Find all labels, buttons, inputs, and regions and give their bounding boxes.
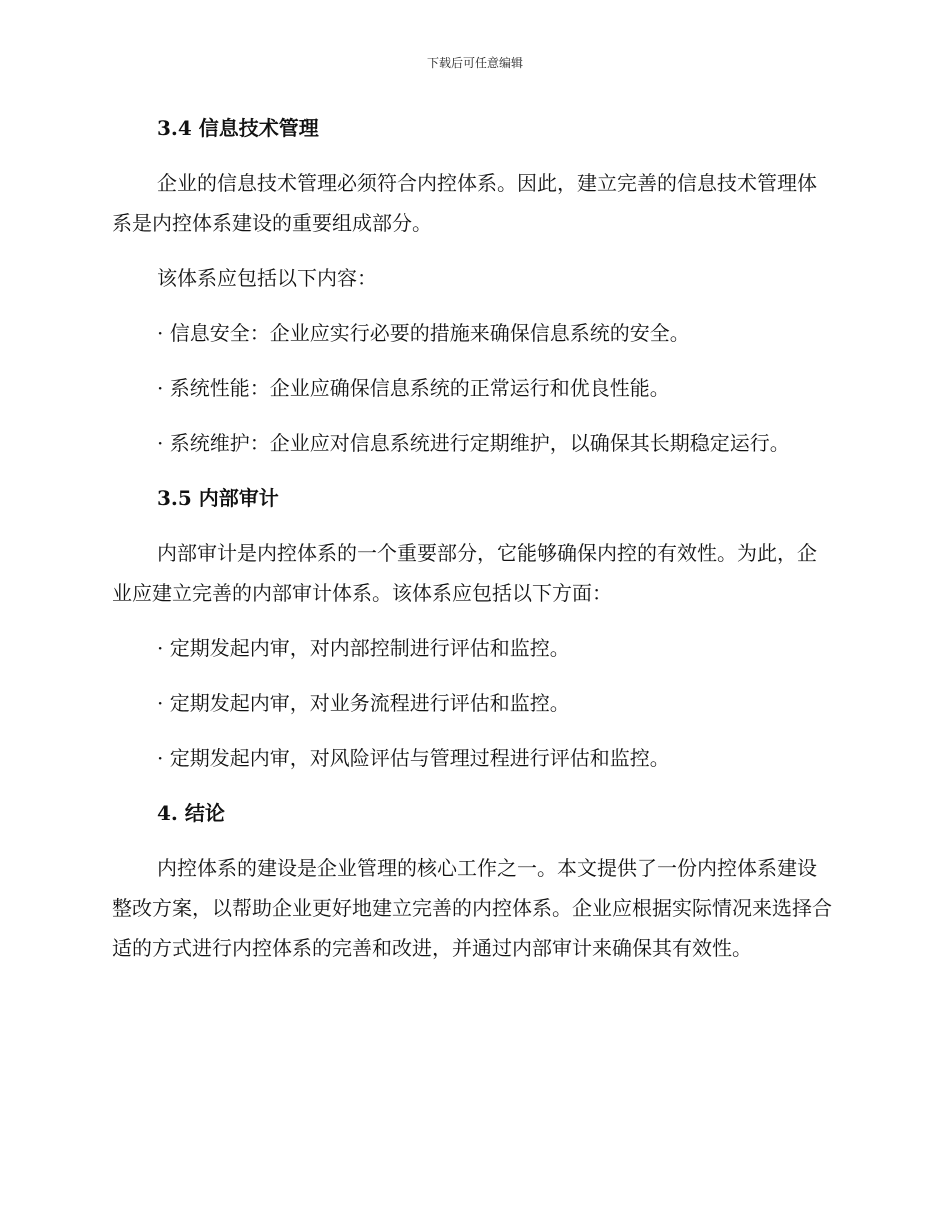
section-3-5-paragraph-1: 内部审计是内控体系的一个重要部分，它能够确保内控的有效性。为此，企业应建立完善的内部审计体系。该体系应包括以下方面： (112, 541, 817, 605)
section-4-title: 4. 结论 (157, 801, 225, 825)
section-3-4-paragraph-2: 该体系应包括以下内容： (157, 266, 377, 290)
section-3-4-bullet-1: · 信息安全：企业应实行必要的措施来确保信息系统的安全。 (157, 321, 690, 345)
section-3-5-bullet-3: · 定期发起内审，对风险评估与管理过程进行评估和监控。 (157, 746, 670, 770)
section-4-paragraph-1: 内控体系的建设是企业管理的核心工作之一。本文提供了一份内控体系建设整改方案，以帮助企业更好地建立完善的内控体系。企业应根据实际情况来选择合适的方式进行内控体系的完善和改进，并通过内部审计来确保其有效性。 (112, 856, 832, 960)
section-3-4-title: 3.4 信息技术管理 (157, 116, 319, 140)
section-3-5-bullet-1: · 定期发起内审，对内部控制进行评估和监控。 (157, 636, 570, 660)
page-header: 下载后可任意编辑 (426, 56, 523, 70)
document-body (112, 108, 832, 968)
section-3-5-bullet-2: · 定期发起内审，对业务流程进行评估和监控。 (157, 691, 570, 715)
section-3-4-bullet-2: · 系统性能：企业应确保信息系统的正常运行和优良性能。 (157, 376, 670, 400)
section-3-4-bullet-3: · 系统维护：企业应对信息系统进行定期维护，以确保其长期稳定运行。 (157, 431, 790, 455)
section-3-5-title: 3.5 内部审计 (157, 486, 279, 510)
section-3-4-paragraph-1: 企业的信息技术管理必须符合内控体系。因此，建立完善的信息技术管理体系是内控体系建设的重要组成部分。 (112, 171, 817, 235)
